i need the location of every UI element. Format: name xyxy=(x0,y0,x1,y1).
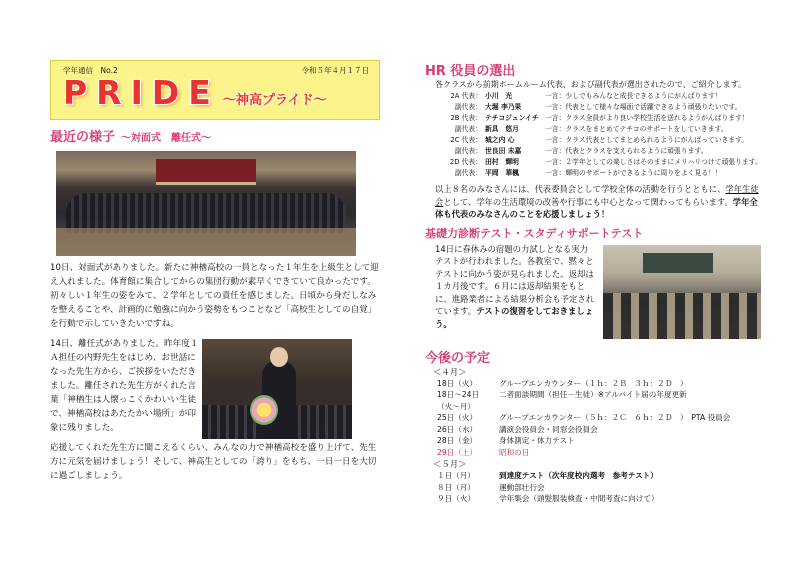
may-label: ＜５月＞ xyxy=(433,459,467,469)
officer-role: 2D 代表： xyxy=(449,158,482,166)
test-text xyxy=(435,243,595,331)
officer-role: 副代表： xyxy=(454,103,482,111)
recent-paragraph-1 xyxy=(50,261,380,331)
schedule-row xyxy=(437,435,765,447)
officer-row xyxy=(425,146,765,157)
event-date: 29日（土） xyxy=(437,447,478,457)
officer-comment: 一言：２学年としての楽しさはそのままにメリハリつけて頑張ります。 xyxy=(545,158,762,166)
event-description: 講演会役員会・同窓会役員会 xyxy=(499,424,598,434)
officer-name: 田村 輝明 xyxy=(485,158,519,166)
hr-para-emphasis: 学年全体も代表のみなさんのことを応援しましょう！ xyxy=(435,196,758,219)
may-event-list xyxy=(425,470,765,505)
hr-para-part-a: 以上８名のみなさんには、代表委員会として学校全体の活動を行うとともに、 xyxy=(435,184,726,194)
hr-intro: 各クラスから前期ホームルーム代表、および副代表が選出されたので、ご紹介します。 xyxy=(435,80,746,89)
officer-comment: 一言：少しでもみんなと成長できるようにがんばります！ xyxy=(545,92,722,100)
farewell-ceremony-photo xyxy=(202,339,352,439)
schedule-row xyxy=(437,493,765,505)
officer-comment: 一言：クラスをまとめてテチコのサポートをしていきます。 xyxy=(545,125,728,133)
schedule-row xyxy=(437,378,765,390)
officer-row xyxy=(425,102,765,113)
april-event-list xyxy=(425,378,765,459)
recent-section-header xyxy=(50,126,380,145)
officer-row xyxy=(425,135,765,146)
officer-name: 城之内 心 xyxy=(485,136,515,144)
event-date: ９日（火） xyxy=(437,494,475,503)
officer-comment: 一言：代表とクラスを支えられるように頑張ります。 xyxy=(545,147,708,155)
test-block xyxy=(425,243,765,343)
officer-role: 2C 代表： xyxy=(450,136,482,144)
issue-number: 学年通信 No.2 xyxy=(63,66,118,75)
blackboard xyxy=(643,253,713,273)
issue-date: 令和５年４月１７日 xyxy=(301,66,369,75)
schedule-row xyxy=(437,482,765,494)
test-description: 14日に春休みの宿題の力試しとなる実力テストが行われました。各教室で、黙々とテストに向かう姿が見られました。返却は１カ月後です。６月には返却結果をもとに、進路業者による結果分析会も予定されています。 xyxy=(435,243,595,316)
classroom-test-photo xyxy=(603,245,761,339)
farewell-block xyxy=(50,337,380,487)
farewell-text: 14日、離任式がありました。昨年度１Ａ担任の内野先生をはじめ、お世話になった先生方から、ご挨拶をいただきました。離任された先生方がくれた言葉「神楢生は人懐っこくかわいい生徒で、神楢高校はあたたかい場所」が印象に残りました。 xyxy=(50,339,199,433)
officer-name: 新具 悠月 xyxy=(485,125,519,133)
test-review-note: テストの復習をしておきましょう。 xyxy=(435,306,594,329)
officer-role: 副代表： xyxy=(454,147,482,155)
officer-role: 2A 代表： xyxy=(450,92,482,100)
april-label: ＜４月＞ xyxy=(433,366,467,377)
flower-bouquet xyxy=(250,395,278,425)
event-description: グループエンカウンター（１ｈ：２Ｂ ３ｈ：２Ｄ ） xyxy=(499,378,688,388)
officer-name: 世良田 未嘉 xyxy=(485,147,522,155)
officer-name: 大堀 李乃果 xyxy=(485,103,522,111)
test-heading: 基礎力診断テスト・スタディサポートテスト xyxy=(425,226,644,240)
seated-students xyxy=(66,193,346,233)
event-date: ８日（月） xyxy=(437,482,475,492)
officer-comment: 一言：クラス全員がより良い学校生活を送れるようがんばります！ xyxy=(545,114,749,122)
officer-row xyxy=(425,91,765,102)
left-page xyxy=(50,60,380,487)
event-date: 28日（金） xyxy=(437,436,478,445)
event-description: グループエンカウンター（５ｈ：２Ｃ ６ｈ：２Ｄ ） PTA 役員会 xyxy=(499,413,731,422)
closing-text: 応援してくれた先生方に聞こえるくらい、みんなの力で神楢高校を盛り上げて、先生方に元気を届けましょう！そして、神高生としての「誇り」をもち、一日一日を大切に過ごしましょう。 xyxy=(50,443,377,481)
schedule-row xyxy=(437,389,765,412)
event-description: 身体測定・体力テスト xyxy=(499,436,575,445)
event-description: 二者面談期間（担任－生徒）※アルバイト届の年度更新 xyxy=(499,390,687,399)
masthead xyxy=(50,60,380,120)
hr-heading: HR 役員の選出 xyxy=(425,64,516,79)
event-description: 運動部壮行会 xyxy=(499,482,545,492)
hr-paragraph xyxy=(435,183,765,221)
newsletter-subtitle: ～神高プライド～ xyxy=(223,93,327,108)
event-date: 18日〜24日（火〜月） xyxy=(437,390,480,411)
schedule-row xyxy=(437,447,765,459)
gym-floor xyxy=(56,228,356,256)
officer-list xyxy=(425,91,765,179)
schedule-row xyxy=(437,424,765,436)
officer-role: 2B 代表： xyxy=(450,114,482,122)
recent-heading: 最近の様子 xyxy=(50,130,116,145)
event-description: 昭和の日 xyxy=(499,447,530,457)
right-page xyxy=(425,60,765,505)
event-description: 到達度テスト（次年度校内選考 参考テスト） xyxy=(499,471,658,480)
recent-text-1: 10日、対面式がありました。新たに神楢高校の一員となった１年生を上級生として迎え入れました。体育館に集合してからの集団行動が素早くできていて良かったです。初々しい１年生の姿をみて、２学年としての責任を感じました。日頃から身だしなみを整えることや、計画的に勉強に向かう姿勢をもつことなど「高校生としての自覚」を行動で示していきたいですね。 xyxy=(50,263,379,329)
students-at-desks xyxy=(603,293,761,339)
teacher-head xyxy=(270,347,288,367)
event-date: 26日（水） xyxy=(437,424,478,434)
event-date: 25日（火） xyxy=(437,413,478,422)
officer-name: 平岡 華楓 xyxy=(485,169,519,177)
schedule-row xyxy=(437,470,765,482)
officer-comment: 一言：クラス代表としてまとめられるようにがんばっていきます。 xyxy=(545,136,749,144)
officer-role: 副代表： xyxy=(454,169,482,177)
recent-subheading: ～対面式 離任式～ xyxy=(121,133,212,144)
officer-comment: 一言：代表として様々な場面で活躍できるよう頑張りたいです。 xyxy=(545,103,742,111)
stage xyxy=(156,159,256,185)
officer-name: テチコジュンイチ xyxy=(485,114,539,122)
officer-row xyxy=(425,113,765,124)
officer-comment: 一言：輝明のサポートができるように周りをよく見る！！ xyxy=(545,169,722,177)
officer-role: 副代表： xyxy=(454,125,482,133)
gymnasium-ceremony-photo xyxy=(56,151,356,256)
event-description: 学年集会（頭髪服装検査・中間考査に向けて） xyxy=(499,494,659,503)
officer-row xyxy=(425,124,765,135)
schedule-heading: 今後の予定 xyxy=(425,350,491,366)
student-council-term: 学年生徒会 xyxy=(435,184,759,207)
schedule-row xyxy=(437,412,765,424)
officer-row xyxy=(425,157,765,168)
officer-row xyxy=(425,168,765,179)
officer-name: 小川 光 xyxy=(485,92,513,100)
event-date: 18日（火） xyxy=(437,378,478,388)
newsletter-title: PRIDE xyxy=(63,73,220,112)
hr-para-part-b: として、学年の生活環境の改善や行事にも中心となって関わってもらいます。 xyxy=(443,196,733,207)
event-date: １日（月） xyxy=(437,471,475,480)
